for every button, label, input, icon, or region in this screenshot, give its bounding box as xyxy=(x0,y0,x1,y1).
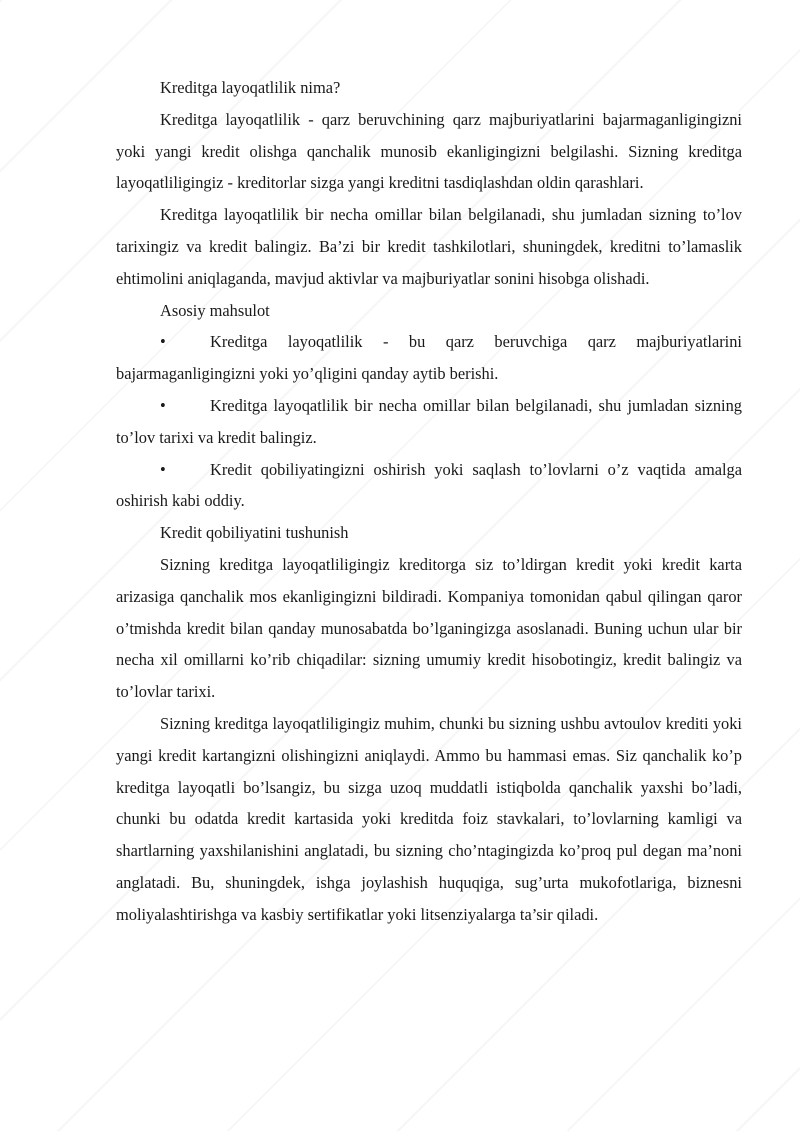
section-heading: Kreditga layoqatlilik nima? xyxy=(160,78,341,97)
paragraph: Sizning kreditga layoqatliligingiz kreditorga siz to’ldirgan kredit yoki kredit karta arizasiga qanchalik mos ekanligingizni bildiradi. Kompaniya tomonidan qabul qilingan qaror o’tmishda kredit bilan qanday munosabatda bo’lganingizga asoslanadi. Buning uchun ular bir necha xil omillarni ko’rib chiqadilar: sizning umumiy kredit hisobotingiz, kredit balingiz va to’lovlar tarixi. xyxy=(116,554,742,702)
bullet-item xyxy=(116,390,742,454)
bullet-icon: • xyxy=(160,459,166,479)
section-heading: Kredit qobiliyatini tushunish xyxy=(160,523,349,543)
document-page xyxy=(116,72,742,931)
section-heading: Asosiy mahsulot xyxy=(160,300,270,320)
bullet-item xyxy=(116,326,742,390)
bullet-icon: • xyxy=(160,395,166,415)
paragraph: Kreditga layoqatlilik bir necha omillar bilan belgilanadi, shu jumladan sizning to’lov tarixingiz va kredit balingiz. Ba’zi bir kredit tashkilotlari, shuningdek, kreditni to’lamaslik ehtimolini aniqlaganda, mavjud aktivlar va majburiyatlar sonini hisobga olishadi. xyxy=(116,205,742,288)
bullet-text: Kreditga layoqatlilik - bu qarz beruvchiga qarz majburiyatlarini bajarmaganligingizni yoki yo’qligini qanday aytib berishi. xyxy=(116,332,742,384)
paragraph: Sizning kreditga layoqatliligingiz muhim, chunki bu sizning ushbu avtoulov krediti yoki yangi kredit kartangizni olishingizni aniqlaydi. Ammo bu hammasi emas. Siz qanchalik ko’p kreditga layoqatli bo’lsangiz, bu sizga uzoq muddatli istiqbolda qanchalik yaxshi bo’ladi, chunki bu odatda kredit kartasida yoki kreditda foiz stavkalari, to’lovlarning kamligi va shartlarning yaxshilanishini anglatadi, bu sizning cho’ntagingizda ko’proq pul degan ma’noni anglatadi. Bu, shuningdek, ishga joylashish huquqiga, sug’urta mukofotlariga, biznesni moliyalashtirishga va kasbiy sertifikatlar yoki litsenziyalarga ta’sir qiladi. xyxy=(116,713,742,924)
bullet-text: Kreditga layoqatlilik bir necha omillar bilan belgilanadi, shu jumladan sizning to’lov tarixi va kredit balingiz. xyxy=(116,395,742,447)
paragraph: Kreditga layoqatlilik - qarz beruvchining qarz majburiyatlarini bajarmaganligingizni yoki yangi kredit olishga qanchalik munosib ekanligingizni belgilashi. Sizning kreditga layoqatliligingiz - kreditorlar sizga yangi kreditni tasdiqlashdan oldin qarashlari. xyxy=(116,109,742,193)
bullet-text: Kredit qobiliyatingizni oshirish yoki saqlash to’lovlarni o’z vaqtida amalga oshirish kabi oddiy. xyxy=(116,459,742,511)
bullet-item xyxy=(116,454,742,518)
bullet-icon: • xyxy=(160,332,166,352)
